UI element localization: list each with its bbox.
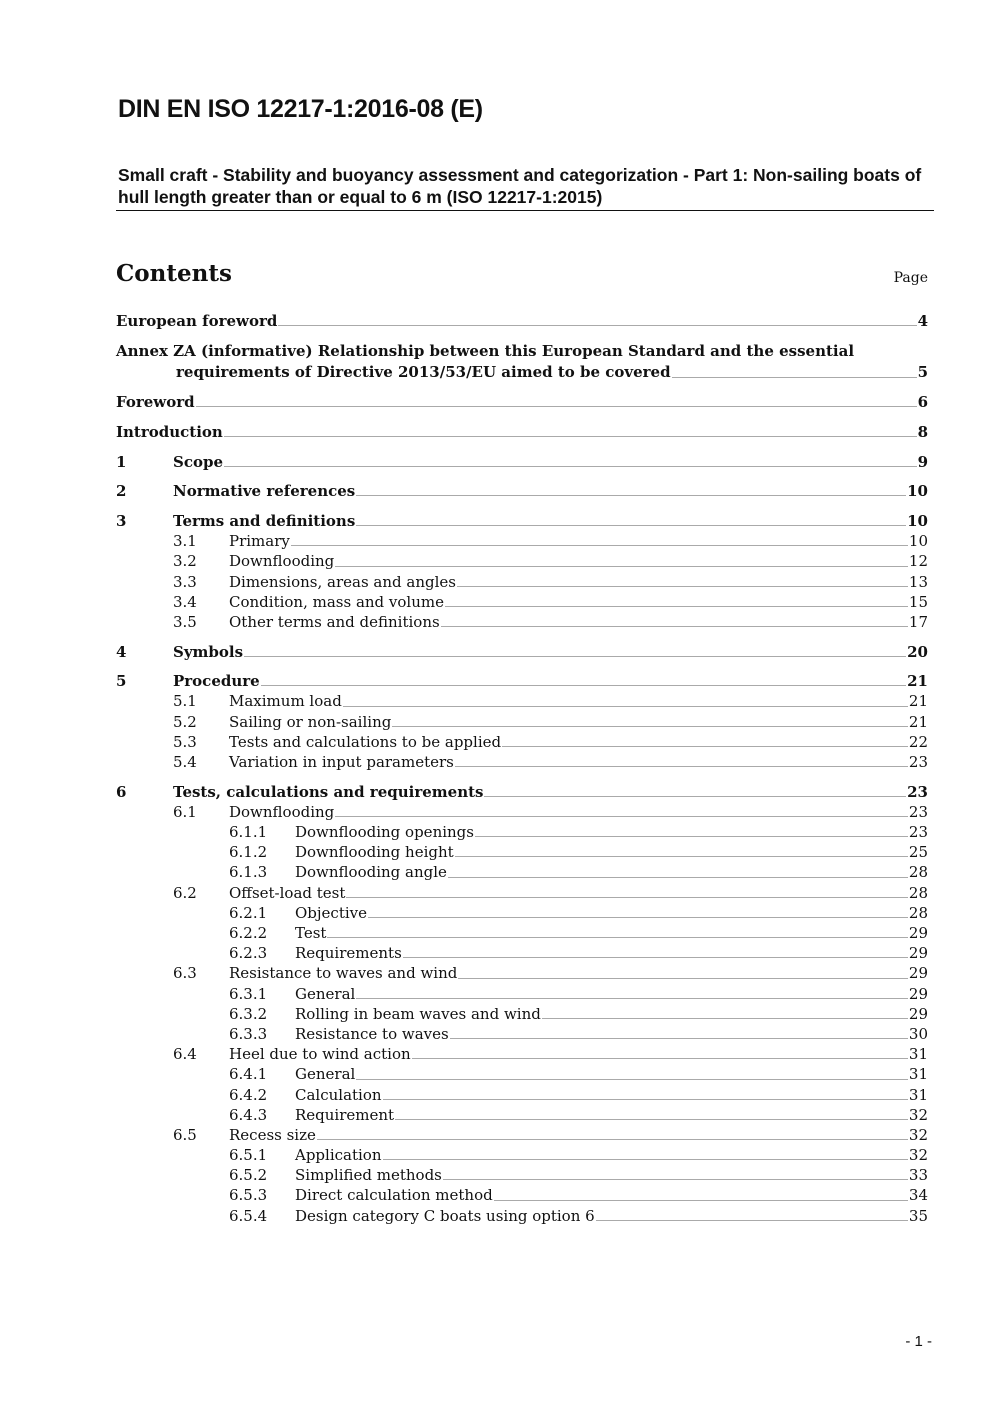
toc-entry-6[interactable] bbox=[116, 782, 928, 802]
toc-entry-number: 2 bbox=[116, 482, 127, 501]
page-number: - 1 - bbox=[905, 1333, 932, 1350]
toc-entry-title: European foreword bbox=[116, 312, 278, 330]
toc-entry-number: 6 bbox=[116, 782, 127, 801]
toc-entry-title: Introduction bbox=[116, 422, 223, 441]
dot-leader bbox=[343, 706, 908, 707]
toc-entry-title: Objective bbox=[295, 903, 368, 922]
toc-entry-6-2-2[interactable] bbox=[116, 923, 928, 943]
toc-entry-number: 6.1 bbox=[173, 802, 197, 821]
toc-entry-page: 17 bbox=[908, 612, 928, 631]
toc-entry-page: 22 bbox=[908, 732, 928, 751]
toc-entry-6-2-1[interactable] bbox=[116, 903, 928, 923]
toc-entry-page: 34 bbox=[908, 1186, 928, 1205]
dot-leader bbox=[224, 436, 917, 437]
dot-leader bbox=[291, 545, 908, 546]
toc-entry-page: 23 bbox=[908, 802, 928, 821]
toc-entry-page: 10 bbox=[908, 532, 928, 551]
toc-entry-title: General bbox=[295, 1065, 356, 1084]
toc-entry-page: 21 bbox=[908, 692, 928, 711]
toc-entry-number: 6.2 bbox=[173, 883, 197, 902]
toc-entry-title: Downflooding height bbox=[295, 843, 454, 862]
dot-leader bbox=[494, 1200, 908, 1201]
dot-leader bbox=[455, 766, 908, 767]
dot-leader bbox=[412, 1058, 908, 1059]
dot-leader bbox=[441, 626, 908, 627]
toc-entry-5[interactable] bbox=[116, 671, 928, 691]
dot-leader bbox=[278, 325, 916, 326]
toc-entry-6-4-3[interactable] bbox=[116, 1105, 928, 1125]
toc-entry-number: 6.4 bbox=[173, 1045, 197, 1064]
dot-leader bbox=[455, 856, 908, 857]
dot-leader bbox=[392, 726, 908, 727]
toc-entry-title: Other terms and definitions bbox=[229, 612, 440, 631]
dot-leader bbox=[395, 1119, 908, 1120]
toc-entry-introduction[interactable] bbox=[116, 422, 928, 442]
toc-entry-number: 5.3 bbox=[173, 732, 197, 751]
toc-entry-page: 29 bbox=[908, 944, 928, 963]
toc-entry-title: Procedure bbox=[173, 672, 260, 691]
toc-entry-number: 6.5.1 bbox=[229, 1146, 268, 1165]
dot-leader bbox=[484, 796, 906, 797]
toc-entry-title: Terms and definitions bbox=[173, 511, 356, 530]
toc-entry-page: 29 bbox=[908, 924, 928, 942]
document-subtitle: Small craft - Stability and buoyancy assessment and categorization - Part 1: Non-sailing boats of hull length greater than or equal to 6 m (ISO 12217-1:2015) bbox=[118, 165, 922, 207]
dot-leader bbox=[196, 406, 917, 407]
toc-entry-title: Design category C boats using option 6 bbox=[295, 1206, 595, 1225]
dot-leader bbox=[383, 1099, 908, 1100]
toc-entry-number: 3.1 bbox=[173, 532, 197, 551]
toc-entry-number: 6.3.2 bbox=[229, 1004, 268, 1023]
toc-entry-6-4-2[interactable] bbox=[116, 1085, 928, 1105]
toc-entry-page: 21 bbox=[908, 712, 928, 731]
toc-entry-page: 28 bbox=[908, 903, 928, 922]
toc-entry-page: 28 bbox=[908, 863, 928, 882]
dot-leader bbox=[224, 466, 917, 467]
toc-entry-3-1[interactable] bbox=[116, 531, 928, 551]
toc-entry-number: 3 bbox=[116, 511, 127, 530]
title-divider bbox=[116, 210, 934, 211]
toc-entry-number: 3.3 bbox=[173, 572, 197, 591]
toc-entry-page: 29 bbox=[908, 1004, 928, 1023]
toc-entry-page: 31 bbox=[908, 1045, 928, 1064]
toc-entry-title: Symbols bbox=[173, 642, 244, 661]
toc-entry-title: Heel due to wind action bbox=[229, 1045, 411, 1064]
toc-entry-number: 6.4.2 bbox=[229, 1085, 268, 1104]
toc-entry-page: 20 bbox=[907, 642, 928, 661]
toc-entry-3[interactable] bbox=[116, 511, 928, 531]
toc-entry-title: Tests, calculations and requirements bbox=[173, 782, 484, 801]
dot-leader bbox=[356, 495, 906, 496]
table-of-contents bbox=[116, 308, 928, 1226]
toc-entry-6-3[interactable] bbox=[116, 963, 928, 983]
toc-entry-number: 6.1.2 bbox=[229, 843, 268, 862]
toc-entry-1[interactable] bbox=[116, 452, 928, 472]
toc-entry-number: 5.1 bbox=[173, 692, 197, 711]
toc-entry-number: 5.4 bbox=[173, 753, 197, 771]
toc-entry-title: Resistance to waves bbox=[295, 1024, 449, 1043]
toc-entry-title: Sailing or non-sailing bbox=[229, 712, 392, 731]
toc-entry-3-3[interactable] bbox=[116, 572, 928, 592]
toc-entry-6-1[interactable] bbox=[116, 802, 928, 822]
dot-leader bbox=[244, 656, 906, 657]
toc-entry-number: 6.2.2 bbox=[229, 924, 268, 942]
toc-entry-title: Requirements bbox=[295, 944, 402, 963]
toc-entry-3-4[interactable] bbox=[116, 592, 928, 612]
toc-entry-page: 5 bbox=[917, 362, 928, 381]
toc-entry-page: 32 bbox=[908, 1125, 928, 1144]
toc-entry-3-2[interactable] bbox=[116, 551, 928, 571]
page-column-label: Page bbox=[893, 270, 928, 286]
toc-entry-number: 3.4 bbox=[173, 592, 197, 611]
toc-entry-title: Foreword bbox=[116, 393, 195, 412]
toc-entry-6-2-3[interactable] bbox=[116, 943, 928, 963]
dot-leader bbox=[475, 836, 908, 837]
toc-entry-5-4[interactable] bbox=[116, 752, 928, 772]
toc-entry-page: 29 bbox=[908, 964, 928, 983]
toc-entry-number: 6.5.2 bbox=[229, 1166, 268, 1185]
dot-leader bbox=[542, 1018, 908, 1019]
toc-entry-number: 3.5 bbox=[173, 612, 197, 631]
dot-leader bbox=[261, 685, 906, 686]
dot-leader bbox=[356, 998, 908, 999]
dot-leader bbox=[383, 1159, 908, 1160]
toc-entry-page: 32 bbox=[908, 1146, 928, 1165]
toc-entry-3-5[interactable] bbox=[116, 612, 928, 632]
toc-entry-6-4-1[interactable] bbox=[116, 1064, 928, 1084]
dot-leader bbox=[443, 1179, 908, 1180]
toc-entry-foreword[interactable] bbox=[116, 392, 928, 412]
dot-leader bbox=[502, 746, 908, 747]
dot-leader bbox=[403, 957, 908, 958]
dot-leader bbox=[457, 586, 908, 587]
toc-entry-page: 28 bbox=[908, 883, 928, 902]
toc-entry-6-5-1[interactable] bbox=[116, 1145, 928, 1165]
toc-entry-number: 6.4.1 bbox=[229, 1065, 268, 1084]
toc-entry-title: Simplified methods bbox=[295, 1166, 442, 1185]
toc-entry-title: Downflooding bbox=[229, 552, 335, 571]
toc-entry-number: 1 bbox=[116, 452, 127, 471]
toc-entry-title: Variation in input parameters bbox=[229, 753, 454, 771]
dot-leader bbox=[335, 566, 908, 567]
toc-entry-number: 3.2 bbox=[173, 552, 197, 571]
toc-entry-page: 21 bbox=[907, 672, 928, 691]
dot-leader bbox=[458, 978, 908, 979]
toc-entry-page: 23 bbox=[908, 823, 928, 842]
toc-entry-page: 10 bbox=[907, 482, 928, 501]
toc-entry-title: Condition, mass and volume bbox=[229, 592, 444, 611]
toc-entry-number: 6.4.3 bbox=[229, 1105, 268, 1124]
toc-entry-6-1-2[interactable] bbox=[116, 842, 928, 862]
dot-leader bbox=[596, 1220, 908, 1221]
dot-leader bbox=[335, 816, 908, 817]
dot-leader bbox=[445, 606, 908, 607]
dot-leader bbox=[327, 937, 907, 938]
toc-entry-page: 8 bbox=[917, 422, 928, 441]
toc-entry-title: Normative references bbox=[173, 482, 356, 501]
toc-entry-title: Direct calculation method bbox=[295, 1186, 493, 1205]
toc-entry-page: 25 bbox=[908, 843, 928, 862]
dot-leader bbox=[346, 897, 908, 898]
toc-entry-title: Downflooding angle bbox=[295, 863, 447, 882]
dot-leader bbox=[356, 525, 906, 526]
toc-entry-european-foreword[interactable] bbox=[116, 311, 928, 331]
toc-entry-page: 29 bbox=[908, 984, 928, 1003]
toc-entry-6-3-1[interactable] bbox=[116, 984, 928, 1004]
toc-entry-5-3[interactable] bbox=[116, 732, 928, 752]
dot-leader bbox=[672, 377, 917, 378]
toc-entry-number: 4 bbox=[116, 642, 127, 661]
toc-entry-page: 23 bbox=[908, 753, 928, 771]
toc-entry-title: Scope bbox=[173, 452, 224, 471]
toc-entry-title: Offset-load test bbox=[229, 883, 346, 902]
toc-entry-page: 31 bbox=[908, 1085, 928, 1104]
toc-entry-4[interactable] bbox=[116, 642, 928, 662]
toc-entry-5-2[interactable] bbox=[116, 712, 928, 732]
toc-entry-page: 6 bbox=[917, 393, 928, 412]
toc-entry-page: 31 bbox=[908, 1065, 928, 1084]
toc-entry-6-5-4[interactable] bbox=[116, 1206, 928, 1226]
toc-entry-6-5-3[interactable] bbox=[116, 1185, 928, 1205]
toc-entry-page: 10 bbox=[907, 511, 928, 530]
toc-entry-title: Rolling in beam waves and wind bbox=[295, 1004, 541, 1023]
toc-entry-number: 6.2.3 bbox=[229, 944, 268, 963]
toc-entry-title: Test bbox=[295, 924, 327, 942]
toc-entry-number: 6.5 bbox=[173, 1125, 197, 1144]
toc-entry-number: 6.2.1 bbox=[229, 903, 268, 922]
document-title: DIN EN ISO 12217-1:2016-08 (E) bbox=[118, 95, 483, 123]
toc-entry-page: 9 bbox=[917, 452, 928, 471]
toc-entry-page: 13 bbox=[908, 572, 928, 591]
toc-entry-number: 6.1.1 bbox=[229, 823, 268, 842]
toc-entry-number: 6.5.3 bbox=[229, 1186, 268, 1205]
toc-entry-number: 6.5.4 bbox=[229, 1206, 268, 1225]
toc-entry-title: Application bbox=[295, 1146, 382, 1165]
toc-entry-title: Calculation bbox=[295, 1085, 382, 1104]
toc-entry-page: 15 bbox=[908, 592, 928, 611]
toc-entry-title: Dimensions, areas and angles bbox=[229, 572, 456, 591]
dot-leader bbox=[450, 1038, 908, 1039]
toc-entry-title: General bbox=[295, 984, 356, 1003]
toc-entry-6-1-3[interactable] bbox=[116, 862, 928, 882]
contents-heading: Contents bbox=[116, 260, 232, 287]
toc-entry-title-continued: requirements of Directive 2013/53/EU aimed to be covered bbox=[176, 362, 671, 381]
toc-entry-page: 33 bbox=[908, 1166, 928, 1185]
toc-entry-annex-za[interactable] bbox=[116, 341, 928, 383]
toc-entry-page: 30 bbox=[908, 1024, 928, 1043]
toc-entry-page: 23 bbox=[907, 782, 928, 801]
dot-leader bbox=[448, 877, 908, 878]
toc-entry-number: 6.3.1 bbox=[229, 984, 268, 1003]
toc-entry-6-1-1[interactable] bbox=[116, 822, 928, 842]
toc-entry-page: 12 bbox=[908, 552, 928, 571]
toc-entry-title: Primary bbox=[229, 532, 290, 551]
toc-entry-page: 4 bbox=[917, 312, 928, 330]
toc-entry-title: Requirement bbox=[295, 1105, 395, 1124]
toc-entry-number: 5.2 bbox=[173, 712, 197, 731]
toc-entry-6-4[interactable] bbox=[116, 1044, 928, 1064]
dot-leader bbox=[317, 1139, 908, 1140]
toc-entry-title: Annex ZA (informative) Relationship between this European Standard and the essential bbox=[116, 341, 855, 360]
toc-entry-page: 35 bbox=[908, 1206, 928, 1225]
toc-entry-6-3-2[interactable] bbox=[116, 1004, 928, 1024]
toc-entry-title: Resistance to waves and wind bbox=[229, 964, 458, 983]
toc-entry-6-5-2[interactable] bbox=[116, 1165, 928, 1185]
toc-entry-6-2[interactable] bbox=[116, 883, 928, 903]
toc-entry-5-1[interactable] bbox=[116, 691, 928, 711]
toc-entry-title: Downflooding openings bbox=[295, 823, 474, 842]
toc-entry-page: 32 bbox=[908, 1105, 928, 1124]
toc-entry-number: 5 bbox=[116, 672, 127, 691]
dot-leader bbox=[356, 1079, 908, 1080]
toc-entry-title: Maximum load bbox=[229, 692, 342, 711]
toc-entry-2[interactable] bbox=[116, 481, 928, 501]
toc-entry-6-3-3[interactable] bbox=[116, 1024, 928, 1044]
toc-entry-title: Recess size bbox=[229, 1125, 316, 1144]
dot-leader bbox=[368, 917, 908, 918]
toc-entry-6-5[interactable] bbox=[116, 1125, 928, 1145]
toc-entry-title: Downflooding bbox=[229, 802, 335, 821]
toc-entry-number: 6.1.3 bbox=[229, 863, 268, 882]
toc-entry-number: 6.3.3 bbox=[229, 1024, 268, 1043]
toc-entry-title: Tests and calculations to be applied bbox=[229, 732, 502, 751]
toc-entry-number: 6.3 bbox=[173, 964, 197, 983]
